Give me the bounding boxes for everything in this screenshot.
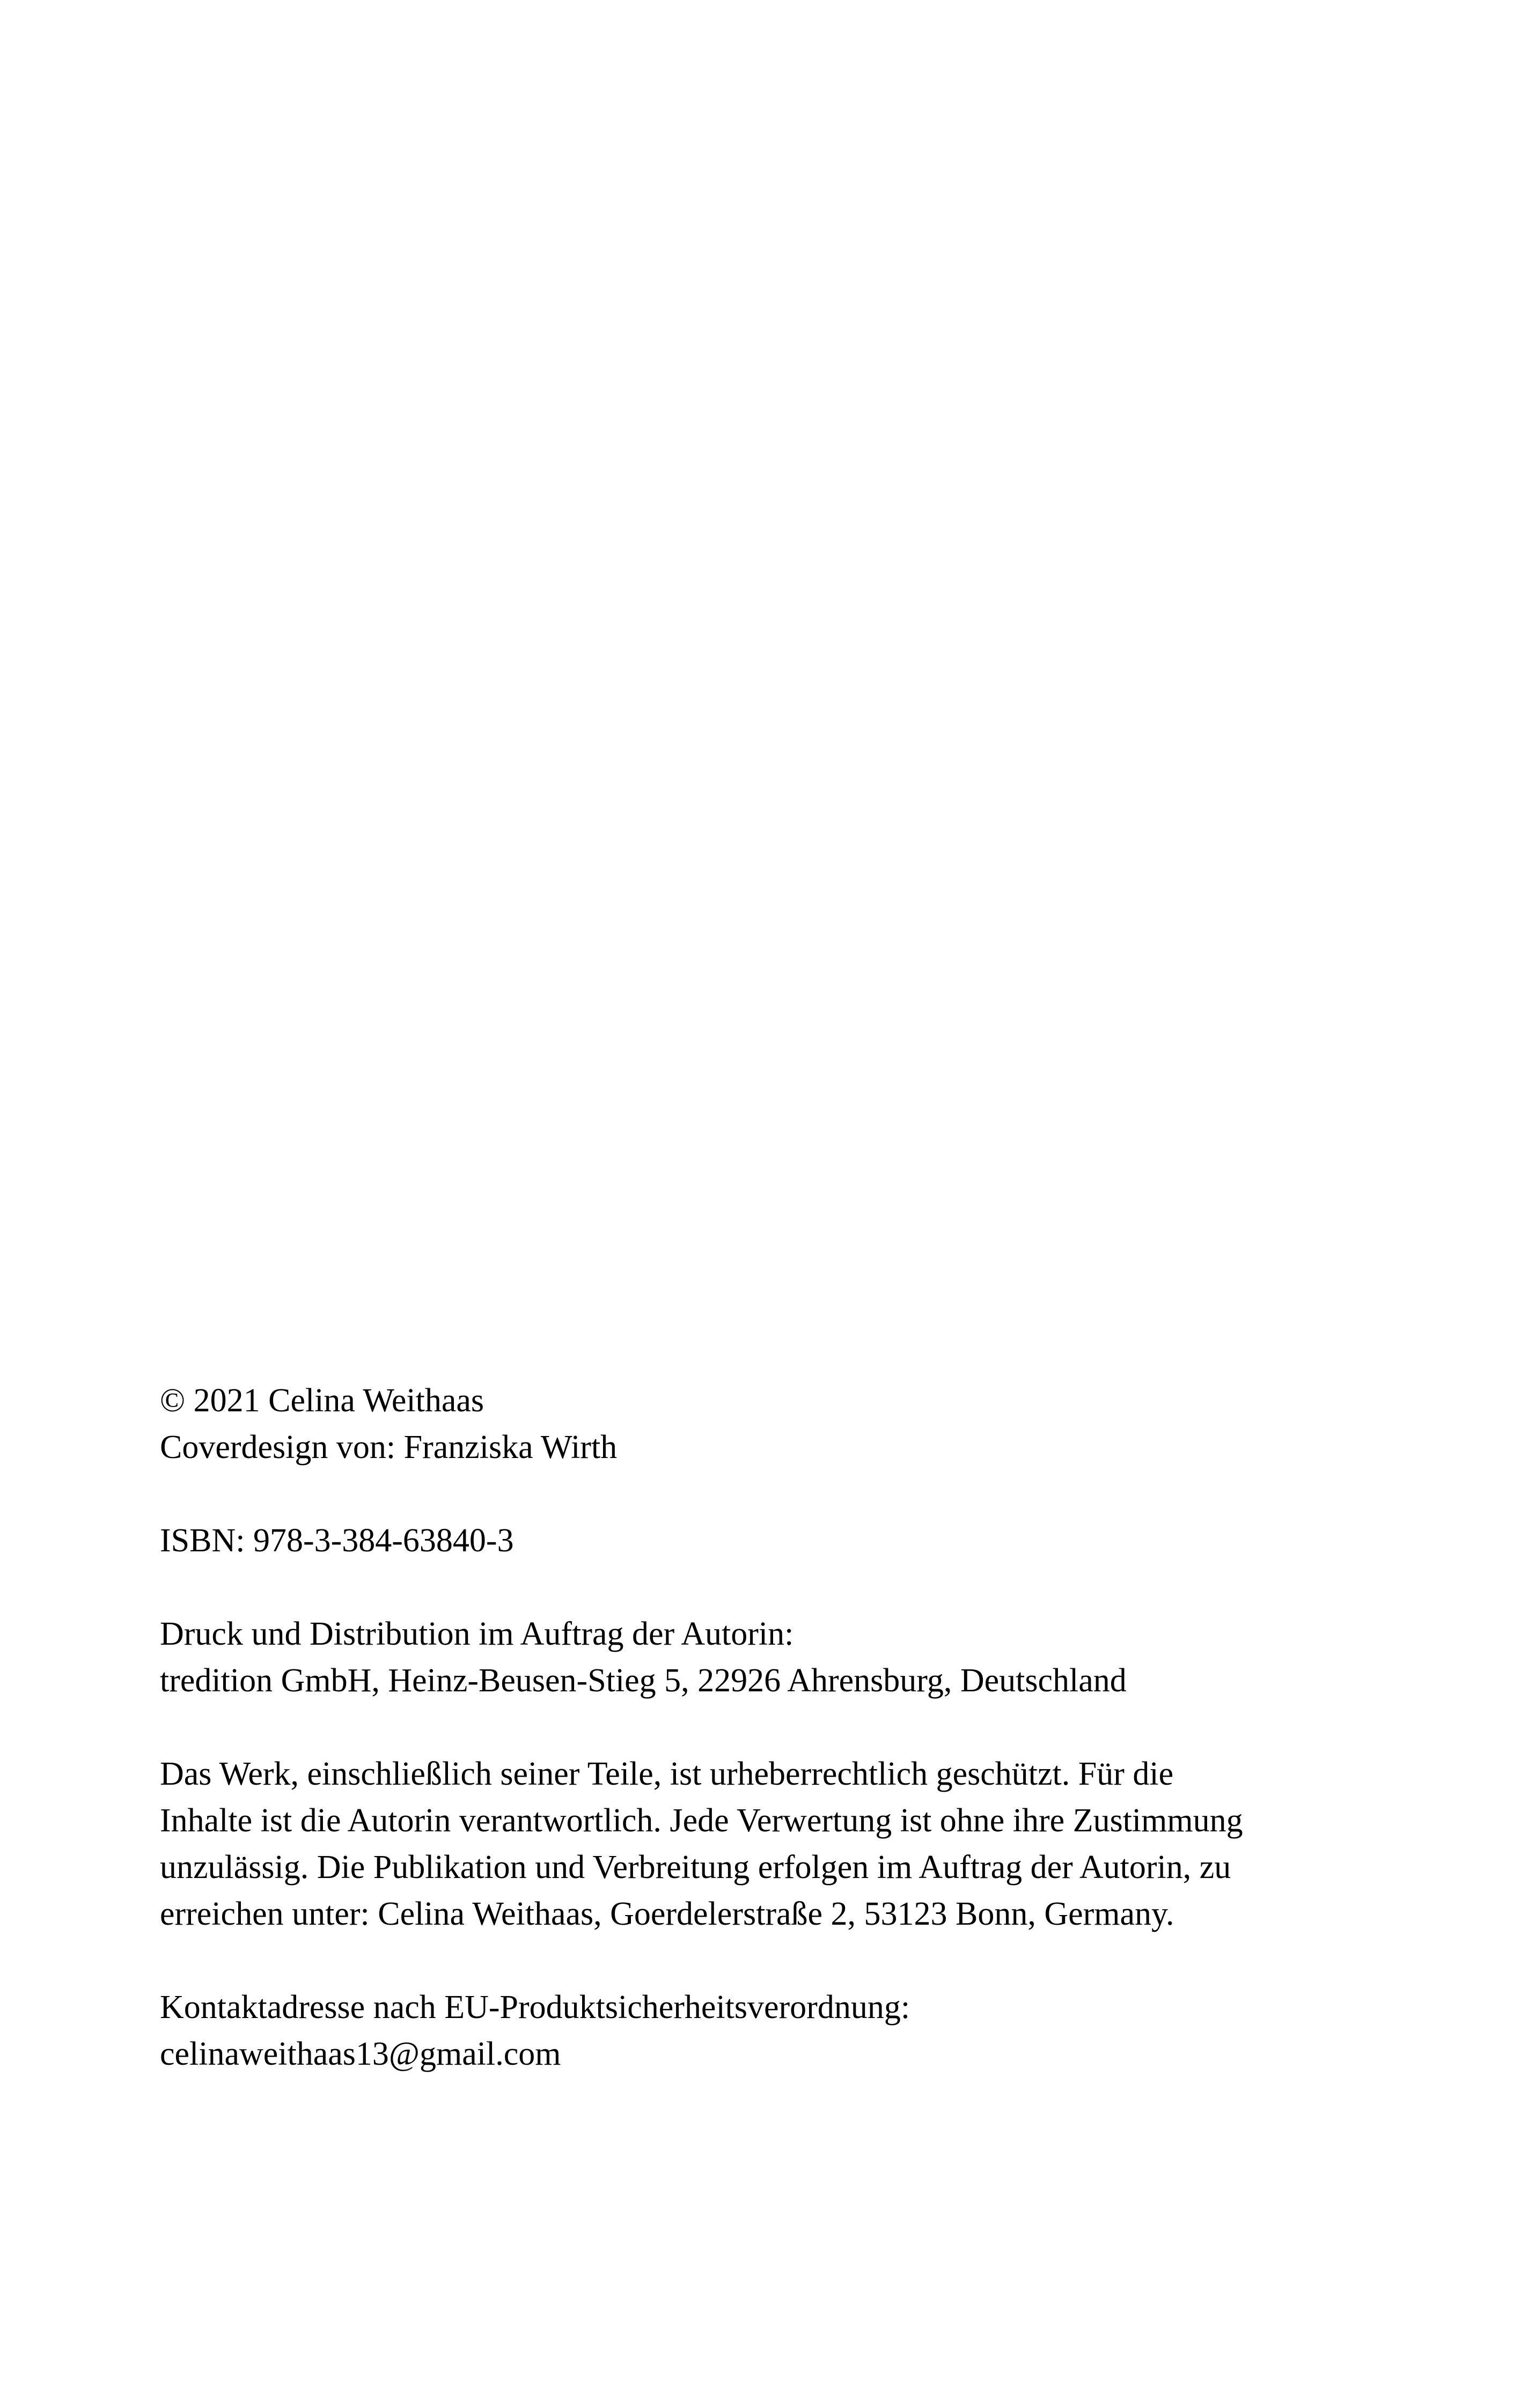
isbn-line: ISBN: 978-3-384-63840-3 [160, 1522, 514, 1559]
distribution-block [160, 1611, 1394, 1704]
copyright-line: © 2021 Celina Weithaas [160, 1382, 484, 1419]
legal-notice-line: erreichen unter: Celina Weithaas, Goerdelerstraße 2, 53123 Bonn, Germany. [160, 1896, 1174, 1932]
contact-block [160, 1984, 1394, 2078]
contact-email: celinaweithaas13@gmail.com [160, 2036, 561, 2072]
legal-notice-line: Das Werk, einschließlich seiner Teile, ist urheberrechtlich geschützt. Für die [160, 1756, 1174, 1792]
imprint-page [160, 1378, 1394, 2078]
distribution-heading: Druck und Distribution im Auftrag der Autorin: [160, 1616, 794, 1652]
contact-heading: Kontaktadresse nach EU-Produktsicherheitsverordnung: [160, 1989, 910, 2026]
legal-notice-line: Inhalte ist die Autorin verantwortlich. Jede Verwertung ist ohne ihre Zustimmung [160, 1802, 1243, 1839]
cover-design-credit: Coverdesign von: Franziska Wirth [160, 1429, 618, 1466]
legal-notice-block [160, 1751, 1394, 1938]
isbn-block [160, 1518, 1394, 1564]
copyright-block [160, 1378, 1394, 1471]
distribution-address: tredition GmbH, Heinz-Beusen-Stieg 5, 22926 Ahrensburg, Deutschland [160, 1662, 1127, 1699]
legal-notice-line: unzulässig. Die Publikation und Verbreitung erfolgen im Auftrag der Autorin, zu [160, 1849, 1231, 1886]
